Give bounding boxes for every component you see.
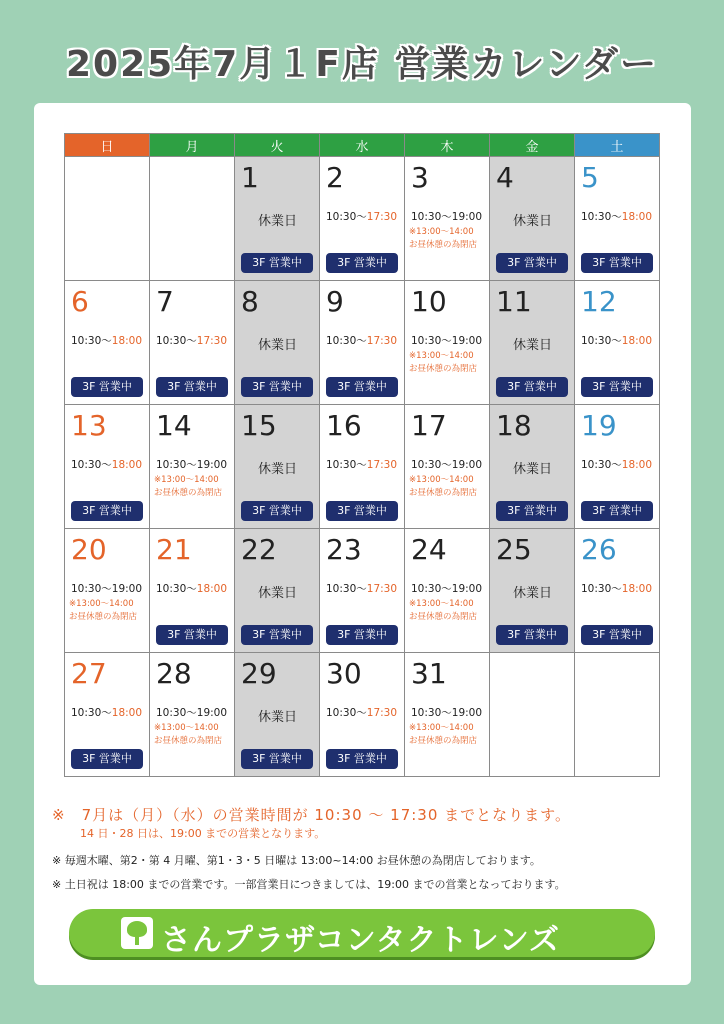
lunch-break-note xyxy=(154,722,222,748)
hours-end: 18:00 xyxy=(111,707,143,719)
business-hours xyxy=(156,705,227,720)
hours-start: 10:30～ xyxy=(156,707,197,719)
business-hours xyxy=(581,581,652,596)
day-cell xyxy=(575,529,660,653)
day-number: 26 xyxy=(581,533,617,566)
day-number: 5 xyxy=(581,161,599,194)
lunch-break-text: お昼休憩の為閉店 xyxy=(409,612,478,622)
hours-end: 19:00 xyxy=(111,583,143,595)
hours-start: 10:30～ xyxy=(411,459,452,471)
hours-end: 19:00 xyxy=(451,335,483,347)
open-3f-badge: 3F 営業中 xyxy=(581,253,653,273)
week-row xyxy=(65,157,660,281)
tree-icon xyxy=(121,917,153,949)
business-hours xyxy=(411,209,482,224)
day-cell xyxy=(405,405,490,529)
hours-start: 10:30～ xyxy=(581,459,622,471)
lunch-break-time: ※13:00～14:00 xyxy=(409,599,474,609)
weekday-mon: 月 xyxy=(150,134,235,157)
hours-end: 18:00 xyxy=(196,583,228,595)
day-number: 9 xyxy=(326,285,344,318)
hours-start: 10:30～ xyxy=(71,459,112,471)
open-3f-badge: 3F 営業中 xyxy=(326,501,398,521)
lunch-break-text: お昼休憩の為閉店 xyxy=(409,488,478,498)
business-hours xyxy=(326,705,397,720)
lunch-break-note xyxy=(409,474,477,500)
week-row xyxy=(65,653,660,777)
day-cell xyxy=(490,405,575,529)
day-cell xyxy=(575,405,660,529)
business-hours xyxy=(71,581,142,596)
day-number: 13 xyxy=(71,409,107,442)
hours-end: 18:00 xyxy=(621,583,653,595)
business-hours xyxy=(71,705,142,720)
open-3f-badge: 3F 営業中 xyxy=(326,253,398,273)
closed-label: 休業日 xyxy=(512,462,552,477)
day-cell xyxy=(405,529,490,653)
hours-start: 10:30～ xyxy=(326,583,367,595)
lunch-break-time: ※13:00～14:00 xyxy=(409,351,474,361)
page-title: 2025年7月１F店 営業カレンダー xyxy=(65,44,659,85)
hours-start: 10:30～ xyxy=(156,583,197,595)
weekday-tue: 火 xyxy=(235,134,320,157)
open-3f-badge: 3F 営業中 xyxy=(496,501,568,521)
business-hours xyxy=(411,581,482,596)
open-3f-badge: 3F 営業中 xyxy=(581,501,653,521)
closed-label: 休業日 xyxy=(257,338,297,353)
hours-end: 19:00 xyxy=(451,211,483,223)
lunch-break-note xyxy=(409,722,477,748)
week-row xyxy=(65,405,660,529)
open-3f-badge: 3F 営業中 xyxy=(581,625,653,645)
business-hours xyxy=(326,581,397,596)
day-cell xyxy=(490,529,575,653)
lunch-break-time: ※13:00～14:00 xyxy=(409,227,474,237)
lunch-break-time: ※13:00～14:00 xyxy=(154,723,219,733)
empty-day-cell xyxy=(490,653,575,777)
day-cell xyxy=(65,529,150,653)
weekday-wed: 水 xyxy=(320,134,405,157)
weekday-header-row xyxy=(65,134,660,157)
closed-label: 休業日 xyxy=(257,710,297,725)
open-3f-badge: 3F 営業中 xyxy=(241,625,313,645)
day-cell xyxy=(405,281,490,405)
open-3f-badge: 3F 営業中 xyxy=(156,377,228,397)
lunch-break-text: お昼休憩の為閉店 xyxy=(69,612,138,622)
day-number: 15 xyxy=(241,409,277,442)
business-hours xyxy=(581,457,652,472)
note-hours-exception: 14 日・28 日は、19:00 までの営業となります。 xyxy=(80,827,326,840)
hours-start: 10:30～ xyxy=(326,707,367,719)
hours-start: 10:30～ xyxy=(326,335,367,347)
hours-end: 19:00 xyxy=(451,583,483,595)
day-cell xyxy=(320,157,405,281)
day-number: 31 xyxy=(411,657,447,690)
day-number: 28 xyxy=(156,657,192,690)
weekday-fri: 金 xyxy=(490,134,575,157)
business-hours xyxy=(326,209,397,224)
hours-start: 10:30～ xyxy=(326,211,367,223)
hours-end: 19:00 xyxy=(451,707,483,719)
day-cell xyxy=(320,653,405,777)
hours-end: 19:00 xyxy=(196,707,228,719)
day-number: 14 xyxy=(156,409,192,442)
business-hours xyxy=(156,457,227,472)
closed-label: 休業日 xyxy=(512,586,552,601)
empty-day-cell xyxy=(150,157,235,281)
weekday-sun: 日 xyxy=(65,134,150,157)
open-3f-badge: 3F 営業中 xyxy=(241,749,313,769)
day-number: 10 xyxy=(411,285,447,318)
business-hours xyxy=(71,333,142,348)
lunch-break-text: お昼休憩の為閉店 xyxy=(409,240,478,250)
day-cell xyxy=(150,529,235,653)
hours-start: 10:30～ xyxy=(71,583,112,595)
closed-label: 休業日 xyxy=(512,338,552,353)
hours-end: 18:00 xyxy=(621,459,653,471)
hours-end: 17:30 xyxy=(196,335,228,347)
weekday-sat: 土 xyxy=(575,134,660,157)
hours-end: 19:00 xyxy=(451,459,483,471)
day-cell xyxy=(490,157,575,281)
business-hours xyxy=(411,705,482,720)
open-3f-badge: 3F 営業中 xyxy=(71,501,143,521)
note-weekend-hours: ※ 土日祝は 18:00 までの営業です。一部営業日につきましては、19:00 までの営業となっております。 xyxy=(52,878,566,891)
day-cell xyxy=(320,405,405,529)
closed-label: 休業日 xyxy=(257,214,297,229)
closed-label: 休業日 xyxy=(257,462,297,477)
business-hours xyxy=(326,457,397,472)
business-hours xyxy=(411,333,482,348)
day-number: 29 xyxy=(241,657,277,690)
day-number: 23 xyxy=(326,533,362,566)
hours-end: 19:00 xyxy=(196,459,228,471)
day-cell xyxy=(575,157,660,281)
hours-end: 17:30 xyxy=(366,583,398,595)
lunch-break-time: ※13:00～14:00 xyxy=(69,599,134,609)
day-cell xyxy=(235,405,320,529)
lunch-break-time: ※13:00～14:00 xyxy=(409,475,474,485)
day-number: 11 xyxy=(496,285,532,318)
hours-start: 10:30～ xyxy=(71,707,112,719)
calendar-table xyxy=(64,133,660,777)
business-hours xyxy=(156,581,227,596)
lunch-break-note xyxy=(154,474,222,500)
business-hours xyxy=(581,209,652,224)
day-number: 8 xyxy=(241,285,259,318)
note-lunch-break: ※ 毎週木曜、第2・第 4 月曜、第1・3・5 日曜は 13:00~14:00 お昼休憩の為閉店しております。 xyxy=(52,854,541,867)
open-3f-badge: 3F 営業中 xyxy=(71,377,143,397)
day-number: 2 xyxy=(326,161,344,194)
store-logo xyxy=(69,909,655,957)
day-number: 1 xyxy=(241,161,259,194)
week-row xyxy=(65,529,660,653)
open-3f-badge: 3F 営業中 xyxy=(326,625,398,645)
day-number: 16 xyxy=(326,409,362,442)
hours-start: 10:30～ xyxy=(326,459,367,471)
day-number: 20 xyxy=(71,533,107,566)
day-cell xyxy=(490,281,575,405)
business-hours xyxy=(156,333,227,348)
day-cell xyxy=(150,281,235,405)
day-cell xyxy=(150,405,235,529)
hours-end: 18:00 xyxy=(111,459,143,471)
open-3f-badge: 3F 営業中 xyxy=(241,253,313,273)
day-number: 18 xyxy=(496,409,532,442)
day-cell xyxy=(150,653,235,777)
open-3f-badge: 3F 営業中 xyxy=(156,625,228,645)
open-3f-badge: 3F 営業中 xyxy=(326,749,398,769)
note-hours-change: ※ 7月は（月）（水）の営業時間が 10:30 ～ 17:30 までとなります。 xyxy=(52,806,571,824)
day-number: 3 xyxy=(411,161,429,194)
business-hours xyxy=(326,333,397,348)
hours-end: 18:00 xyxy=(621,211,653,223)
hours-start: 10:30～ xyxy=(581,335,622,347)
day-cell xyxy=(320,281,405,405)
day-cell xyxy=(235,653,320,777)
day-number: 22 xyxy=(241,533,277,566)
open-3f-badge: 3F 営業中 xyxy=(241,501,313,521)
business-hours xyxy=(411,457,482,472)
day-number: 24 xyxy=(411,533,447,566)
day-cell xyxy=(65,405,150,529)
open-3f-badge: 3F 営業中 xyxy=(71,749,143,769)
day-number: 30 xyxy=(326,657,362,690)
lunch-break-text: お昼休憩の為閉店 xyxy=(409,736,478,746)
day-number: 27 xyxy=(71,657,107,690)
hours-start: 10:30～ xyxy=(156,335,197,347)
open-3f-badge: 3F 営業中 xyxy=(581,377,653,397)
hours-start: 10:30～ xyxy=(411,211,452,223)
open-3f-badge: 3F 営業中 xyxy=(496,625,568,645)
hours-start: 10:30～ xyxy=(71,335,112,347)
lunch-break-time: ※13:00～14:00 xyxy=(409,723,474,733)
day-number: 19 xyxy=(581,409,617,442)
day-number: 25 xyxy=(496,533,532,566)
day-cell xyxy=(405,653,490,777)
logo-text: さんプラザコンタクトレンズ xyxy=(161,923,560,958)
day-number: 6 xyxy=(71,285,89,318)
business-hours xyxy=(71,457,142,472)
hours-start: 10:30～ xyxy=(411,707,452,719)
hours-start: 10:30～ xyxy=(411,335,452,347)
day-cell xyxy=(235,157,320,281)
day-number: 4 xyxy=(496,161,514,194)
closed-label: 休業日 xyxy=(512,214,552,229)
hours-end: 17:30 xyxy=(366,707,398,719)
lunch-break-note xyxy=(409,350,477,376)
day-cell xyxy=(235,529,320,653)
hours-end: 17:30 xyxy=(366,211,398,223)
lunch-break-text: お昼休憩の為閉店 xyxy=(154,736,223,746)
hours-start: 10:30～ xyxy=(411,583,452,595)
open-3f-badge: 3F 営業中 xyxy=(496,253,568,273)
lunch-break-text: お昼休憩の為閉店 xyxy=(154,488,223,498)
lunch-break-note xyxy=(69,598,137,624)
hours-end: 17:30 xyxy=(366,335,398,347)
day-cell xyxy=(65,653,150,777)
day-cell xyxy=(235,281,320,405)
hours-start: 10:30～ xyxy=(581,211,622,223)
hours-end: 17:30 xyxy=(366,459,398,471)
day-number: 17 xyxy=(411,409,447,442)
day-number: 12 xyxy=(581,285,617,318)
day-number: 21 xyxy=(156,533,192,566)
day-cell xyxy=(405,157,490,281)
day-cell xyxy=(575,281,660,405)
lunch-break-time: ※13:00～14:00 xyxy=(154,475,219,485)
open-3f-badge: 3F 営業中 xyxy=(326,377,398,397)
empty-day-cell xyxy=(65,157,150,281)
hours-start: 10:30～ xyxy=(581,583,622,595)
hours-end: 18:00 xyxy=(111,335,143,347)
day-number: 7 xyxy=(156,285,174,318)
business-hours xyxy=(581,333,652,348)
closed-label: 休業日 xyxy=(257,586,297,601)
lunch-break-note xyxy=(409,598,477,624)
empty-day-cell xyxy=(575,653,660,777)
weekday-thu: 木 xyxy=(405,134,490,157)
lunch-break-text: お昼休憩の為閉店 xyxy=(409,364,478,374)
lunch-break-note xyxy=(409,226,477,252)
week-row xyxy=(65,281,660,405)
hours-end: 18:00 xyxy=(621,335,653,347)
open-3f-badge: 3F 営業中 xyxy=(241,377,313,397)
open-3f-badge: 3F 営業中 xyxy=(496,377,568,397)
hours-start: 10:30～ xyxy=(156,459,197,471)
day-cell xyxy=(65,281,150,405)
day-cell xyxy=(320,529,405,653)
